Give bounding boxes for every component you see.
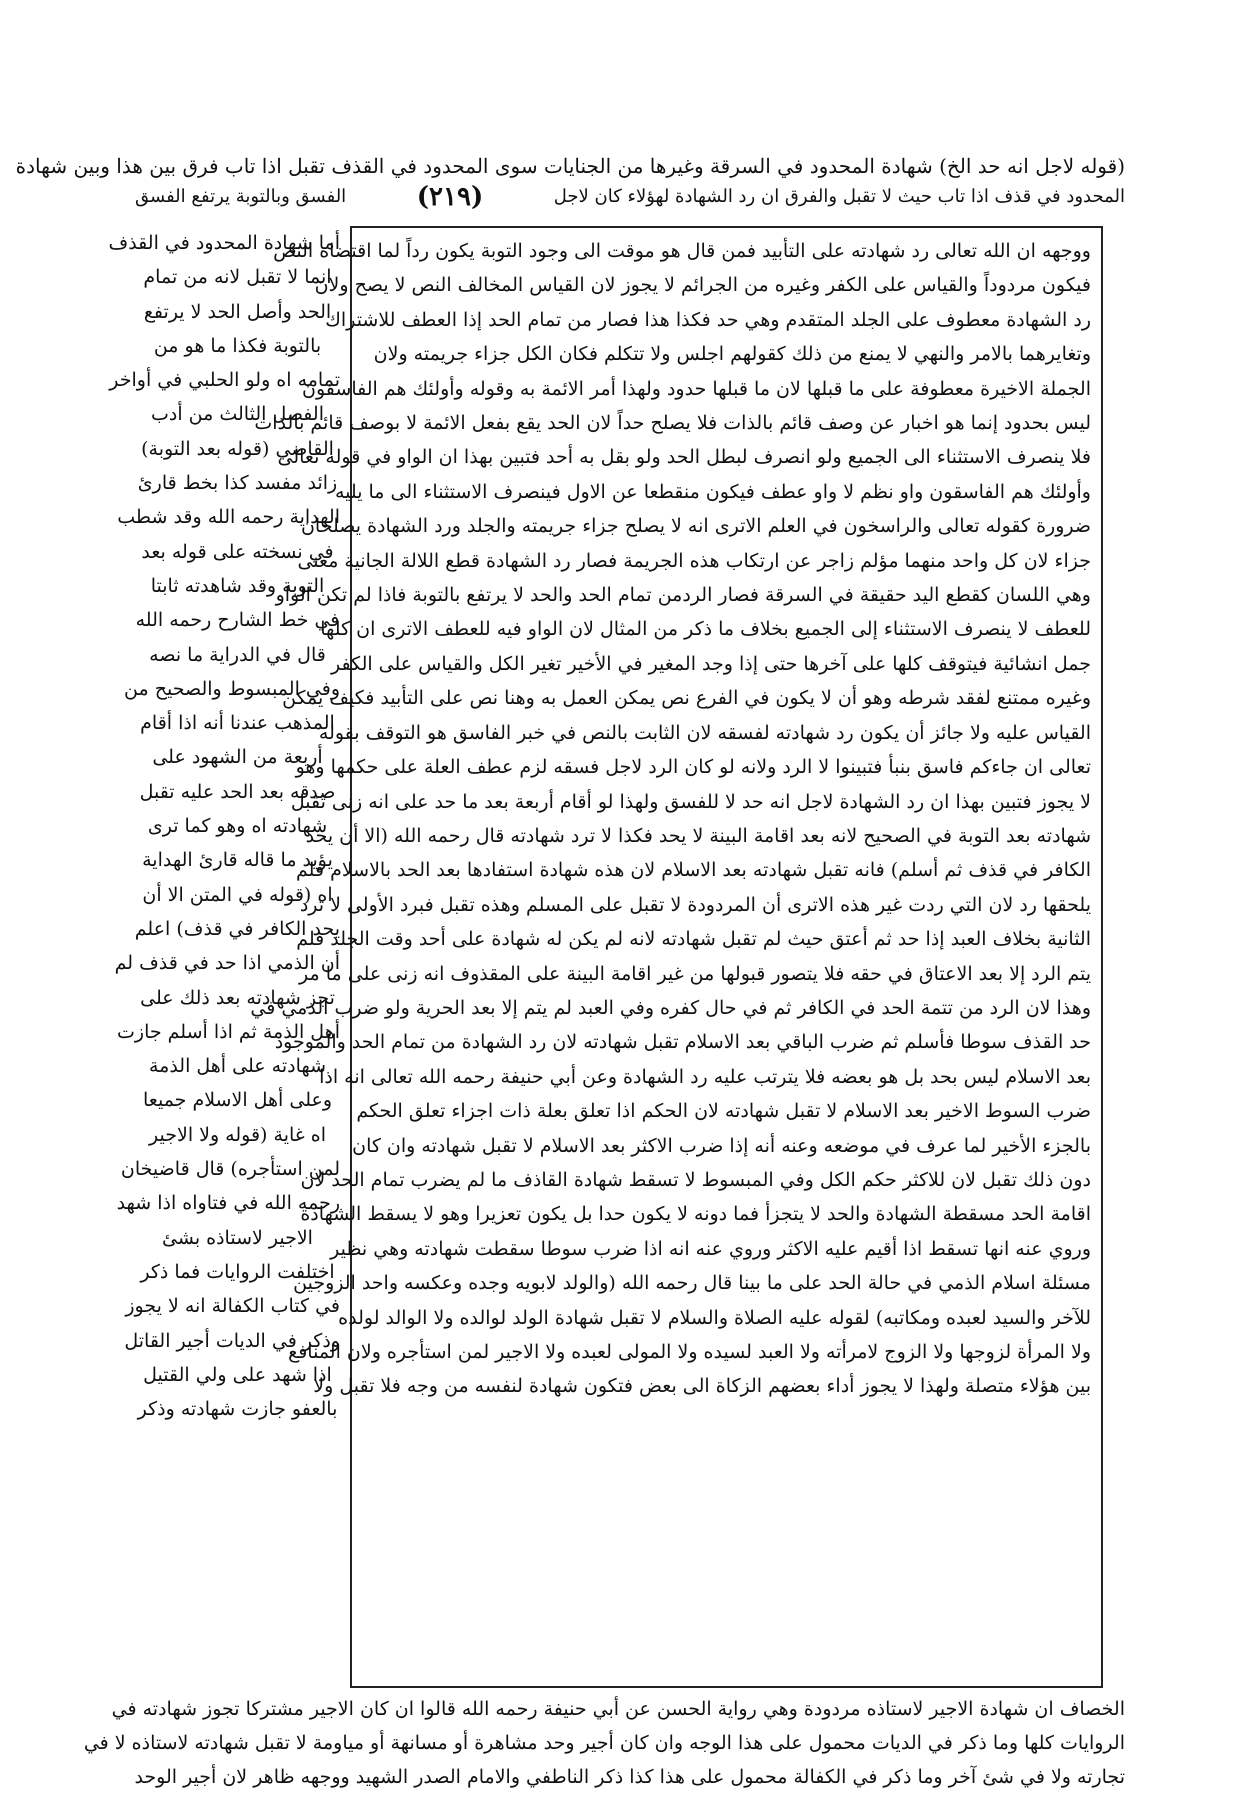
main-line: وتغايرهما بالامر والنهي لا يمنع من ذلك كقولهم اجلس ولا تتكلم فكان الكل جزاء جريمته ولان xyxy=(373,343,1091,366)
side-line: يحد الكافر في قذف) اعلم xyxy=(134,917,340,940)
main-line: مسئلة اسلام الذمي في حالة الحد على ما بينا قال رحمه الله (والولد لابويه وجده وعكسه واحد الزوجين xyxy=(293,1272,1091,1295)
main-line: للآخر والسيد لعبده ومكاتبه) لقوله عليه الصلاة والسلام لا تقبل شهادة الولد لوالده ولا الوالد لولده xyxy=(338,1306,1091,1329)
side-line: بالعفو جازت شهادته وذكر xyxy=(137,1398,338,1421)
side-line: المذهب عندنا أنه اذا أقام xyxy=(140,712,335,735)
side-line: لمن استأجره) قال قاضيخان xyxy=(120,1158,340,1181)
side-line: انما لا تقبل لانه من تمام xyxy=(143,266,332,289)
main-line: حد القذف سوطا فأسلم ثم ضرب الباقي بعد الاسلام تقبل شهادته لان رد الشهادة من تمام الحد والموجود xyxy=(274,1031,1091,1054)
side-line: الحد وأصل الحد لا يرتفع xyxy=(143,300,332,323)
main-line: بالجزء الأخير لما عرف في موضعه وعنه أنه إذا ضرب الاكثر بعد الاسلام لا تقبل شهادته وان كان xyxy=(352,1134,1091,1157)
main-line: للعطف لا ينصرف الاستثناء إلى الجميع بخلاف ما ذكر من المثال لان الواو فيه للعطف الاترى ان كلها xyxy=(320,618,1091,641)
side-line: الفصل الثالث من أدب xyxy=(151,403,324,426)
main-line: لا يجوز فتبين بهذا ان رد الشهادة لاجل انه حد لا للفسق ولهذا لو أقام أربعة بعد ما حد على انه زنى تقبل xyxy=(290,790,1091,813)
side-line: أما شهادة المحدود في القذف xyxy=(108,232,340,254)
page-header xyxy=(15,150,1125,212)
side-line: تجز شهادته بعد ذلك على xyxy=(140,986,335,1009)
marginal-commentary xyxy=(108,226,340,1426)
side-line: شهادته على أهل الذمة xyxy=(148,1055,327,1078)
main-line: فيكون مردوداً والقياس على الكفر وغيره من الجرائم لا يجوز لان القياس المخالف النص لا يصح ولان xyxy=(314,274,1091,297)
side-line: التوبة وقد شاهدته ثابتا xyxy=(150,574,325,597)
main-line: وغيره ممتنع لفقد شرطه وهو أن لا يكون في الفرع نص يمكن العمل به وهنا نص على التأبيد فكيف يمكن xyxy=(282,687,1091,710)
side-line: في كتاب الكفالة انه لا يجوز xyxy=(125,1295,340,1318)
side-line: زائد مفسد كذا بخط قارئ xyxy=(137,472,338,495)
main-line: ليس بحدود إنما هو اخبار عن وصف قائم بالذات فلا يصلح حداً لان الحد يقع بفعل الائمة لا بوصف قائم بالذات xyxy=(254,412,1091,435)
main-line: بعد الاسلام ليس بحد بل هو بعضه فلا يترتب عليه رد الشهادة وعن أبي حنيفة رحمه الله تعالى انه اذا xyxy=(319,1065,1091,1088)
side-line: يؤيد ما قاله قارئ الهداية xyxy=(142,849,333,872)
side-line: اه غاية (قوله ولا الاجير xyxy=(149,1123,326,1146)
side-line: صدقه بعد الحد عليه تقبل xyxy=(139,780,336,803)
side-line: شهادته اه وهو كما ترى xyxy=(147,815,328,838)
side-line: تمامه اه ولو الحلبي في أواخر xyxy=(109,369,340,392)
main-line: القياس عليه ولا جائز أن يكون رد شهادته لفسقه لان الثابت بالنص في خبر الفاسق هو التوقف بقوله xyxy=(318,721,1091,744)
side-line: وفي المبسوط والصحيح من xyxy=(124,677,340,700)
header-line-1: (قوله لاجل انه حد الخ) شهادة المحدود في السرقة وغيرها من الجنايات سوى المحدود في القذف تقبل اذا تاب فرق بين هذا وبين شهادة xyxy=(15,154,1125,178)
main-line: فلا ينصرف الاستثناء الى الجميع ولو انصرف لبطل الحد ولو بقل به أحد فتبين بهذا ان الواو في قوله تعالى xyxy=(277,446,1091,469)
side-line: وذكر في الديات أجير القاتل xyxy=(124,1329,340,1352)
side-line: أربعة من الشهود على xyxy=(152,746,323,769)
footer-line: الروايات كلها وما ذكر في الديات محمول على هذا الوجه وان كان أجير وحد مشاهرة أو مسانهة أو مياومة لا تقبل شهادته لاستاذه لا في xyxy=(83,1732,1125,1754)
footer-line: تجارته ولا في شئ آخر وما ذكر في الكفالة محمول على هذا كذا ذكر الناطفي والامام الصدر الشهيد ووجهه ظاهر لان أجير الوحد xyxy=(134,1766,1125,1788)
main-line: الجملة الاخيرة معطوفة على ما قبلها لان ما قبلها حدود ولهذا أمر الائمة به وقوله وأولئك هم الفاسقون xyxy=(302,377,1091,400)
header-line-2 xyxy=(135,182,1125,212)
side-line: وعلى أهل الاسلام جميعا xyxy=(143,1089,332,1112)
side-line: بالتوبة فكذا ما هو من xyxy=(153,334,322,357)
main-line: وروي عنه انها تسقط اذا أقيم عليه الاكثر وروي عنه انه اذا ضرب سوطا سقطت شهادته وهي نظير xyxy=(330,1237,1091,1260)
main-line: ولا المرأة لزوجها ولا الزوج لامرأته ولا العبد لسيده ولا المولى لعبده ولا الاجير لمن استأجره ولان المنافع xyxy=(288,1341,1091,1363)
footer-line: الخصاف ان شهادة الاجير لاستاذه مردودة وهي رواية الحسن عن أبي حنيفة رحمه الله قالوا ان كان الاجير مشتركا تجوز شهادته في xyxy=(111,1698,1125,1720)
side-line: أهل الذمة ثم اذا أسلم جازت xyxy=(117,1020,340,1043)
main-text-frame xyxy=(250,226,1103,1688)
main-line: وهذا لان الرد من تتمة الحد في الكافر ثم في حال كفره وفي العبد لم يتم إلا بعد الحرية ولو ضرب الذمي في xyxy=(250,996,1091,1019)
page-number: (٢١٩) xyxy=(416,182,484,212)
main-line: وأولئك هم الفاسقون واو نظم لا واو عطف فيكون منقطعا عن الاول فينصرف الاستثناء الى ما يليه xyxy=(334,480,1091,503)
main-line: ووجهه ان الله تعالى رد شهادته على التأبيد فمن قال هو موقت الى وجود التوبة يكون رداً لما اقتضاه النص xyxy=(273,240,1091,262)
main-line: بين هؤلاء متصلة ولهذا لا يجوز أداء بعضهم الزكاة الى بعض فتكون شهادة لنفسه من وجه فلا تقبل ولا xyxy=(313,1375,1091,1398)
main-line: الكافر في قذف ثم أسلم) فانه تقبل شهادته بعد الاسلام لان هذه شهادة استفادها بعد الحد بالاسلام فلم xyxy=(296,859,1091,882)
main-line: وهي اللسان كقطع اليد حقيقة في السرقة فصار الردمن تمام الحد والحد لا يرتفع بالتوبة فاذا لم تكن الواو xyxy=(275,584,1091,607)
side-line: القاضي (قوله بعد التوبة) xyxy=(141,437,334,460)
side-line: اختلفت الروايات فما ذكر xyxy=(140,1260,335,1283)
main-line: رد الشهادة معطوف على الجلد المتقدم وهي حد فكذا هذا فصار من تمام الحد إذا العطف للاشتراك xyxy=(325,308,1091,331)
side-line: اذا شهد على ولي القتيل xyxy=(143,1363,332,1386)
main-line: يلحقها رد لان التي ردت غير هذه الاترى أن المردودة لا تقبل على المسلم وهذه تقبل فبرد الأولى لا ترد xyxy=(299,893,1091,916)
main-line: جمل انشائية فيتوقف كلها على آخرها حتى إذا وجد المغير في الأخير تغير الكل والقياس على الكفر xyxy=(330,652,1091,675)
main-line: الثانية بخلاف العبد إذا حد ثم أعتق حيث لم تقبل شهادته لانه لم يكن له شهادة على أحد وقت الجلد فلم xyxy=(296,928,1091,951)
side-line: رحمه الله في فتاواه اذا شهد xyxy=(116,1192,340,1215)
main-line: شهادته بعد التوبة في الصحيح لانه بعد اقامة البينة لا يحد فكذا لا ترد شهادته قال رحمه الله (الا أن يحد xyxy=(305,824,1091,847)
main-line: ضرب السوط الاخير بعد الاسلام لا تقبل شهادته لان الحكم اذا تعلق بعلة ذات اجزاء تعلق الحكم xyxy=(356,1100,1091,1123)
header-line-2-right: المحدود في قذف اذا تاب حيث لا تقبل والفرق ان رد الشهادة لهؤلاء كان لاجل xyxy=(553,186,1125,207)
main-line: تعالى ان جاءكم فاسق بنبأ فتبينوا لا الرد ولانه لو كان الرد لاجل فسقه لزم عطف العلة على حكمها وهو xyxy=(295,756,1091,779)
main-line: جزاء لان كل واحد منهما مؤلم زاجر عن ارتكاب هذه الجريمة فصار رد الشهادة قطع اللالة الجانية معنى xyxy=(297,549,1091,572)
header-line-2-left: الفسق وبالتوبة يرتفع الفسق xyxy=(135,186,347,207)
main-line: اقامة الحد مسقطة الشهادة والحد لا يتجزأ فما دونه لا يكون حدا بل يكون تعزيرا وهو لا يسقط الشهادة xyxy=(300,1203,1091,1226)
side-line: الاجير لاستاذه بشئ xyxy=(162,1226,313,1249)
side-line: الهداية رحمه الله وقد شطب xyxy=(117,506,340,529)
side-line: في نسخته على قوله بعد xyxy=(141,540,334,563)
side-line: اه (قوله في المتن الا أن xyxy=(142,883,333,906)
footer-continuation xyxy=(83,1692,1125,1794)
main-line: يتم الرد إلا بعد الاعتاق في حقه فلا يتصور قبولها من غير اقامة البينة على المقذوف انه زنى على ما مر xyxy=(299,962,1091,985)
main-line: دون ذلك تقبل لان للاكثر حكم الكل وفي المبسوط لا تسقط شهادة القاذف ما لم يضرب تمام الحد لان xyxy=(300,1168,1091,1191)
side-line: أن الذمي اذا حد في قذف لم xyxy=(114,952,340,975)
side-line: في خط الشارح رحمه الله xyxy=(135,609,340,632)
side-line: قال في الدراية ما نصه xyxy=(149,643,326,666)
main-line: ضرورة كقوله تعالى والراسخون في العلم الاترى انه لا يصلح جزاء جريمته والجلد ورد الشهادة يصلحان xyxy=(300,515,1091,538)
